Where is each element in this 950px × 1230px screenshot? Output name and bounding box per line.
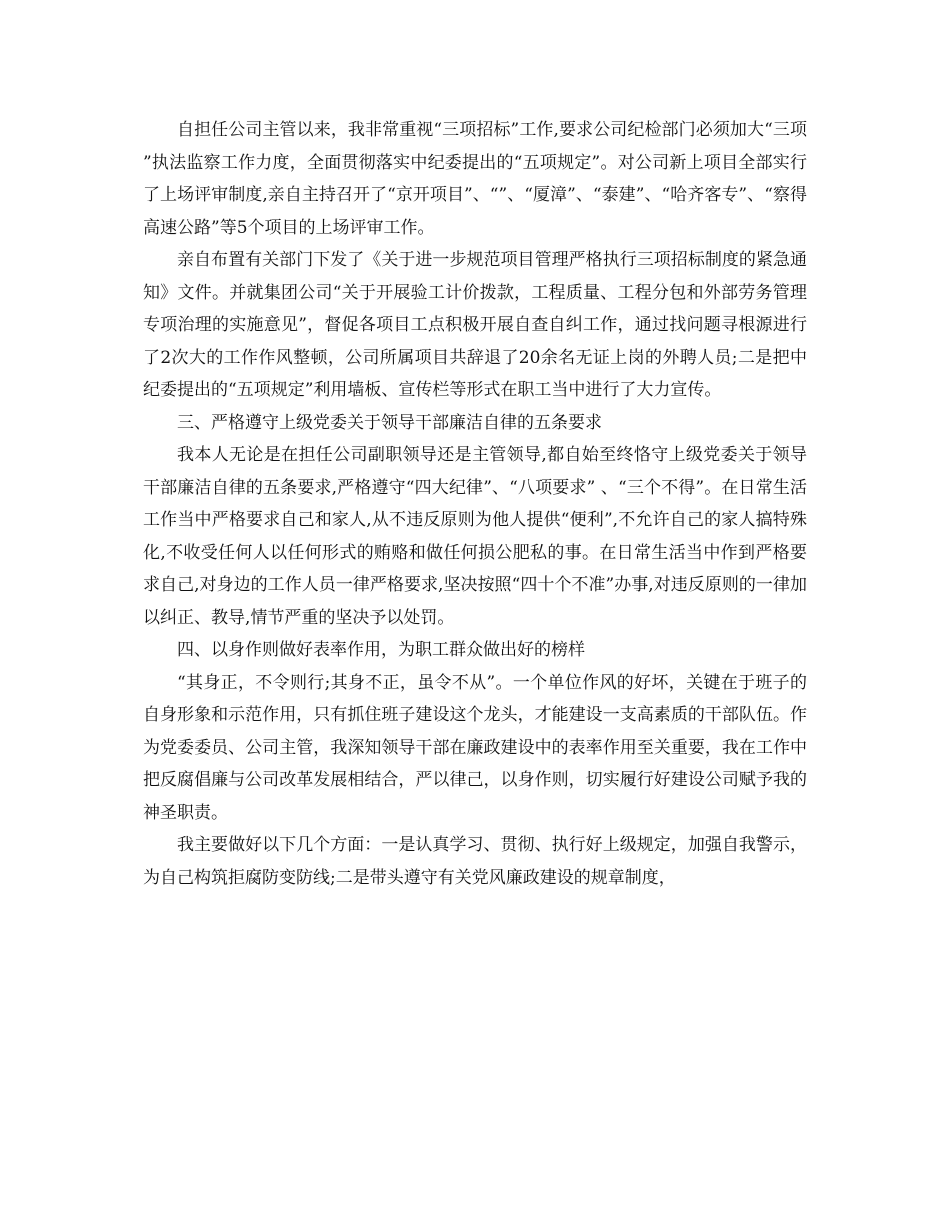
paragraph-leading-by-example: “其身正，不令则行;其身不正，虽令不从”。一个单位作风的好坏，关键在于班子的自身形象和示范作用，只有抓住班子建设这个龙头，才能建设一支高素质的干部队伍。作为党委委员、公司主管，我深知领导干部在廉政建设中的表率作用至关重要，我在工作中把反腐倡廉与公司改革发展相结合，严以律己，以身作则，切实履行好建设公司赋予我的神圣职责。 — [143, 672, 807, 823]
paragraph-bidding-supervision: 自担任公司主管以来，我非常重视“三项招标”工作,要求公司纪检部门必须加大“三项”执法监察工作力度，全面贯彻落实中纪委提出的“五项规定”。对公司新上项目全部实行了上场评审制度,亲自主持召开了“京开项目”、“”、“厦漳”、“泰建”、“哈齐客专”、“察得高速公路”等5个项目的上场评审工作。 — [143, 120, 807, 238]
paragraph-main-aspects: 我主要做好以下几个方面：一是认真学习、贯彻、执行好上级规定，加强自我警示，为自己构筑拒腐防变防线;二是带头遵守有关党风廉政建设的规章制度， — [143, 835, 807, 888]
section-heading-four: 四、以身作则做好表率作用，为职工群众做出好的榜样 — [177, 640, 585, 660]
section-heading-three: 三、严格遵守上级党委关于领导干部廉洁自律的五条要求 — [177, 412, 602, 433]
paragraph-urgent-notice: 亲自布置有关部门下发了《关于进一步规范项目管理严格执行三项招标制度的紧急通知》文件。并就集团公司“关于开展验工计价拨款，工程质量、工程分包和外部劳务管理专项治理的实施意见”，督促各项目工点积极开展自查自纠工作，通过找问题寻根源进行了2次大的工作作风整顿，公司所属项目共辞退了20余名无证上岗的外聘人员;二是把中纪委提出的“五项规定”利用墙板、宣传栏等形式在职工当中进行了大力宣传。 — [143, 250, 807, 400]
document-body — [143, 114, 807, 894]
paragraph-self-discipline: 我本人无论是在担任公司副职领导还是主管领导,都自始至终恪守上级党委关于领导干部廉洁自律的五条要求,严格遵守“四大纪律”、“八项要求” 、“三个不得”。在日常生活工作当中严格要求自己和家人,从不违反原则为他人提供“便利”,不允许自己的家人搞特殊化,不收受任何人以任何形式的贿赂和做任何损公肥私的事。在日常生活当中作到严格要求自己,对身边的工作人员一律严格要求,坚决按照“四十个不准”办事,对违反原则的一律加以纠正、教导,情节严重的坚决予以处罚。 — [143, 445, 807, 628]
